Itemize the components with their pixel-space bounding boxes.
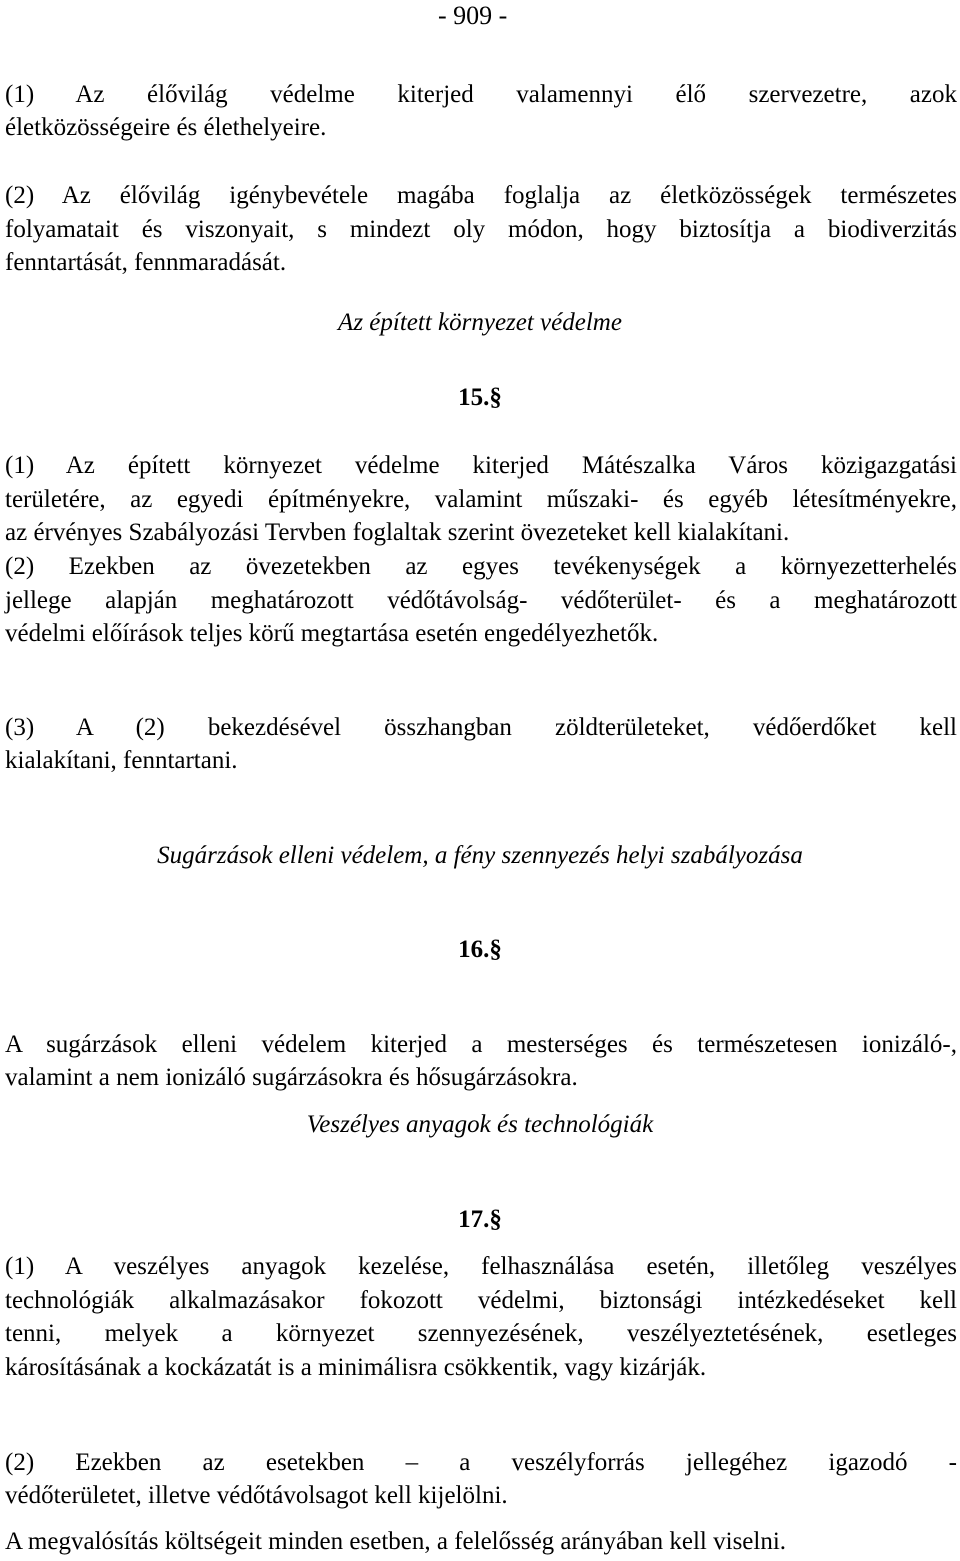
paragraph-line: tenni, melyek a környezet szennyezésének, veszélyeztetésének, esetleges xyxy=(5,1320,957,1347)
paragraph-line: folyamatait és viszonyait, s mindezt oly módon, hogy biztosítja a biodiverzitás xyxy=(5,216,957,243)
paragraph-line: fenntartását, fennmaradását. xyxy=(5,249,287,276)
paragraph-line: technológiák alkalmazásakor fokozott védelmi, biztonsági intézkedéseket kell xyxy=(5,1287,957,1314)
paragraph-line: jellege alapján meghatározott védőtávolság- védőterület- és a meghatározott xyxy=(5,587,957,614)
paragraph-line: kialakítani, fenntartani. xyxy=(5,747,238,774)
paragraph-line: A megvalósítás költségeit minden esetben, a felelősség arányában kell viselni. xyxy=(5,1528,787,1555)
section-heading: Sugárzások elleni védelem, a fény szennyezés helyi szabályozása xyxy=(157,842,803,869)
paragraph-line: (2) Az élővilág igénybevétele magába foglalja az életközösségek természetes xyxy=(5,182,957,209)
section-number: 16.§ xyxy=(458,936,502,963)
paragraph-line: védelmi előírások teljes körű megtartása esetén engedélyezhetők. xyxy=(5,620,659,647)
section-number: 15.§ xyxy=(458,384,502,411)
paragraph-line: életközösségeire és élethelyeire. xyxy=(5,114,327,141)
paragraph-line: valamint a nem ionizáló sugárzásokra és hősugárzásokra. xyxy=(5,1064,578,1091)
section-number: 17.§ xyxy=(458,1206,502,1233)
paragraph-line: területére, az egyedi építményekre, valamint műszaki- és egyéb létesítményekre, xyxy=(5,486,957,513)
paragraph-line: az érvényes Szabályozási Tervben foglaltak szerint övezeteket kell kialakítani. xyxy=(5,519,790,546)
paragraph-line: védőterületet, illetve védőtávolsagot kell kijelölni. xyxy=(5,1482,508,1509)
paragraph-line: (1) Az élővilág védelme kiterjed valamennyi élő szervezetre, azok xyxy=(5,81,957,108)
paragraph-line: (2) Ezekben az esetekben – a veszélyforrás jellegéhez igazodó - xyxy=(5,1449,957,1476)
paragraph-line: (1) A veszélyes anyagok kezelése, felhasználása esetén, illetőleg veszélyes xyxy=(5,1253,957,1280)
section-heading: Az épített környezet védelme xyxy=(338,309,622,336)
paragraph-line: (2) Ezekben az övezetekben az egyes tevékenységek a környezetterhelés xyxy=(5,553,957,580)
paragraph-line: (3) A (2) bekezdésével összhangban zöldterületeket, védőerdőket kell xyxy=(5,714,957,741)
page-number: - 909 - xyxy=(438,1,508,30)
paragraph-line: károsításának a kockázatát is a minimálisra csökkentik, vagy kizárják. xyxy=(5,1354,707,1381)
paragraph-line: A sugárzások elleni védelem kiterjed a mesterséges és természetesen ionizáló-, xyxy=(5,1031,957,1058)
section-heading: Veszélyes anyagok és technológiák xyxy=(306,1111,654,1138)
paragraph-line: (1) Az épített környezet védelme kiterjed Mátészalka Város közigazgatási xyxy=(5,452,957,479)
